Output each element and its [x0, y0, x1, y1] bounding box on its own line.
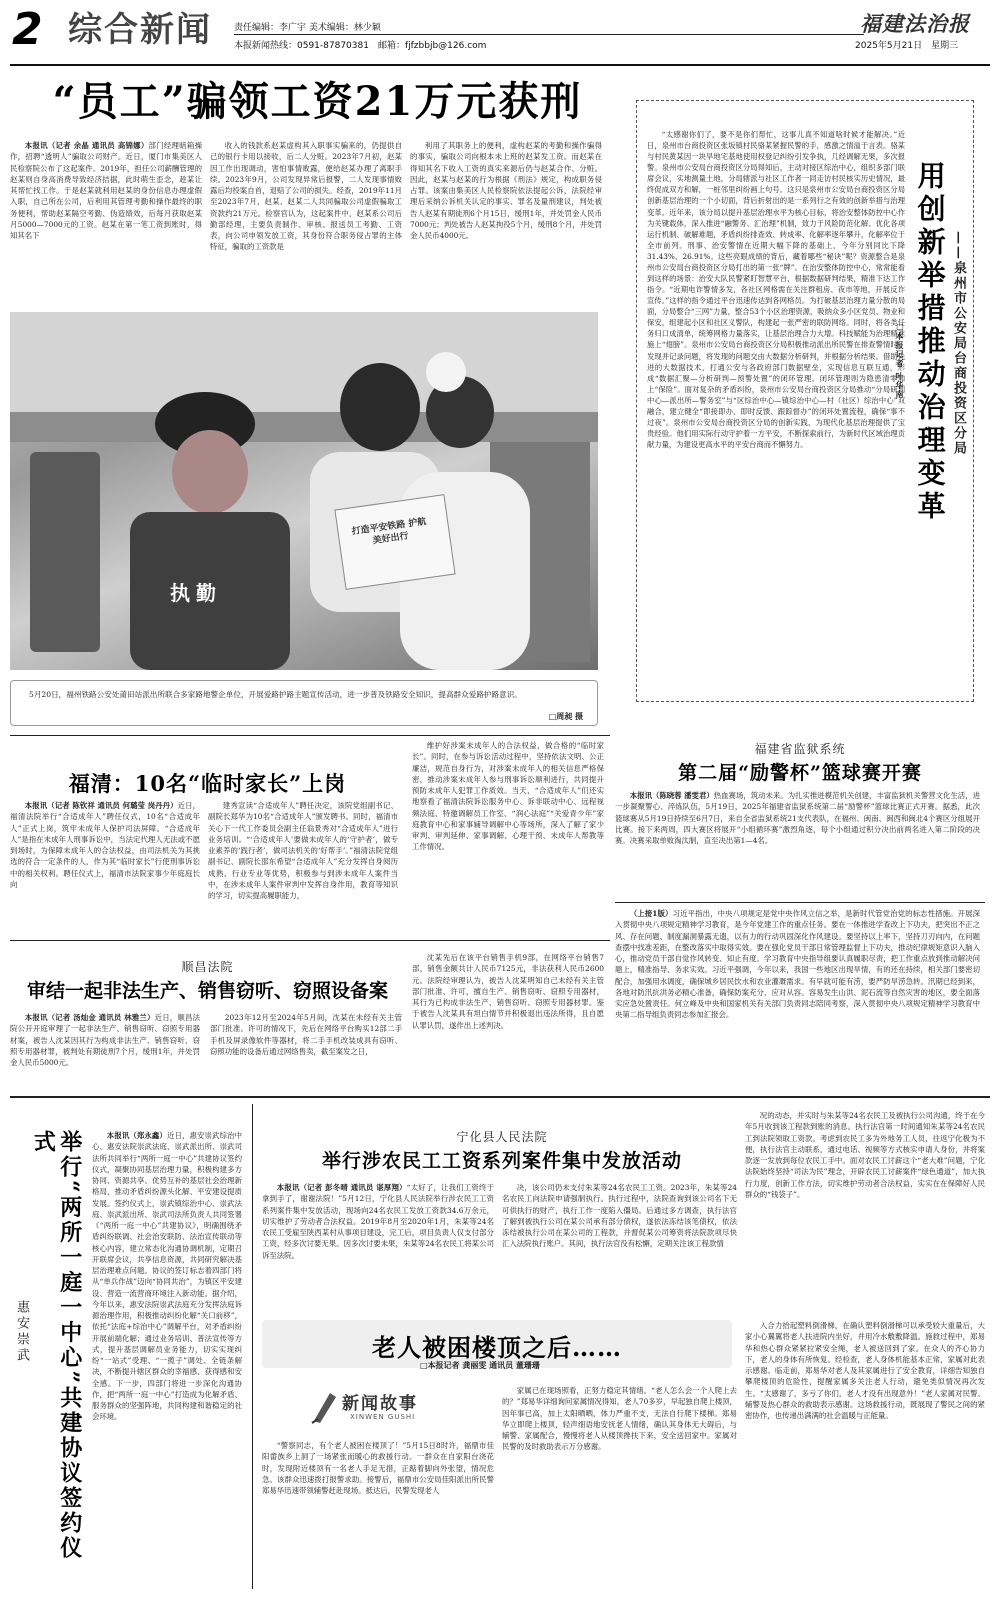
news-story-logo	[310, 1385, 470, 1433]
huian-subtitle: 惠安崇武	[14, 1300, 29, 1364]
photo-credit: □周昶 摄	[548, 711, 583, 721]
rooftop-text-2: 家属已在现场照看，正努力稳定其情绪。“老人怎么会一个人爬上去的？”郑易华详细询问家属情况得知，老人70多岁，早起独自爬上楼顶，因年事已高，加上太阳晒晒，体力严重不支，无法自行爬下楼梯。郑易华立即爬上楼顶，轻声细语地安抚老人情绪，确认其身体无大碍后，与辅警、家属配合，慢慢将老人从楼顶搀扶下来，安全送回家中。家属对民警的及时救助表示万分感谢。	[502, 1386, 737, 1452]
quanzhou-body	[647, 129, 905, 689]
huian-byline: 本报讯（郑永鑫）	[106, 1131, 167, 1140]
lead-col-3	[410, 140, 602, 300]
lead-text-3: 利用了其职务上的便利，虚构赵某的考勤和操作骗得的事实，骗取公司向根本未上班的赵某发工资。而赵某在得知其名下收入工资的真实来源后仍与赵某合作、分赃。因此，赵某与赵某的行为根据《刑法》规定，构成职务侵占罪。该案由集美区人民检察院依法提起公诉，法院经审理后采纳公诉机关认定的事实、罪名及量刑建议，判处被告人赵某有期徒刑6个月15日，缓刑1年，并处罚金人民币7000元；判处被告人赵某拘役5个月，缓刑8个月，并处罚金人民币4000元。	[410, 141, 602, 240]
quanzhou-headline: 用创新举措推动治理变革	[913, 161, 947, 524]
jingjing-text: 热血赛场，筑动未来。为扎实推进模范机关创建，丰富监狱机关警营文化生活，进一步凝聚警心、淬炼队伍，5月19日，2025年福建省监狱系统第二届“励警杯”篮球比赛正式开赛。据悉，此次篮球赛从5月19日持续至6月7日，来自全省监狱系统21支代表队，在福州、闽南、闽西和闽北4个赛区分组展开比赛。接下来两周，四大赛区将展开“小组循环赛”激烈角逐，每个小组通过积分决出前两名进入第二阶段的决赛。决赛采取单败淘汰制，直至决出第1—4名。	[615, 791, 980, 845]
issue-date: 2025年5月21日 星期三	[855, 41, 959, 51]
ninghua-col-2	[502, 1182, 737, 1312]
shunchang-col-1	[10, 1012, 200, 1090]
huian-text: 近日，惠安崇武综治中心、惠安法院崇武法庭、崇武派出所、崇武司法所共同举行“两所一庭一中心”共建协议签约仪式，凝聚协同基层治理力量，积极构建多方协同、资源共享、优势互补的基层社会治理新格局，推动矛盾纠纷源头化解、平安建设提质发展。签约仪式上，崇武镇综治中心、崇武法庭、崇武派出所、崇武司法所负责人共同签署《“两所一庭一中心”共建协议》，明确围绕矛盾纠纷联调、社会治安联防、法治宣传联动等核心内容，建立常态化沟通协调机制，定期召开联席会议，共享信息资源，共同研究解决基层治理难点问题。协议的签订标志着四部门将从“单兵作战”迈向“协同共治”，为镇区平安建设、营造一流营商环境注入新动能。据介绍，今年以来，惠安法院崇武法庭充分发挥法庭诉源治理作用，积极推动纠纷化解“关口前移”，依托“法庭+综治中心”调解平台，对矛盾纠纷开展前端化解；通过业务培训、普法宣传等方式，提升基层调解员业务能力，切实实现纠纷“一站式”受理、“一揽子”调处、全链条解决，不断提升辖区群众的幸福感、获得感和安全感。下一步，四部门将进一步深化沟通协作，把“两所一庭一中心”打造成为化解矛盾、服务群众的坚强阵地，共同构建和谐稳定的社会环境。	[92, 1131, 242, 1422]
ninghua-text-1: “太好了，让我们工资终于拿到手了，谢谢法院！”5月12日，宁化县人民法院举行涉农民工工资系列案件集中发放活动，现场向24名农民工发放工资款34.6万余元，切实维护了劳动者合法权益。2019年8月至2020年1月，朱某等24名农民工受雇至陕西某村从事项目建设，完工后，项目负责人仅支付部分工资，经多次讨要无果。因多次讨要未果，朱某等24名农民工将某公司诉至法院。	[262, 1183, 494, 1260]
jingjing-byline: 本报讯（陈晓蓉 潘雯君）	[629, 791, 714, 800]
ninghua-text-2: 决，该公司仍未支付朱某等24名农民工工资。2023年，朱某等24名农民工向法院申请强制执行。执行过程中，法院查询到该公司名下无可供执行的财产，执行工作一度陷入僵局。后通过多方调查，执行法官了解到被执行公司在某公司承有部分债权，遂依法冻结该笔债权，依法冻结被执行公司在某公司的工程款，并督促某公司筹资将法院款项尽快汇入法院执行账户。其间，执行法官没有松懈，定期关注该工程款情	[502, 1183, 737, 1249]
masthead-logo: 福建法治报	[860, 11, 970, 36]
page-number: 2	[12, 4, 43, 55]
jingjing-body	[615, 790, 980, 900]
rooftop-text-3: 入合力抬起塑料倒滑梯，在确认塑料倒滑梯可以承受较大重量后，大家小心翼翼将老人扶进院内坐好，并用冷水敷敷降温。施救过程中，郑易华和热心群众紧紧拉紧安全绳，老人被送回到了家。在众人的齐心协力下，老人的身体有所恢复。经检查，老人身体机能基本正常，家属对此表示感谢。临走前，郑易华对老人及其家属进行了安全教育，详细告知独自攀爬楼顶的危险性，提醒家属多关注老人行动，避免类似情况再次发生。“太感谢了，多亏了你们，老人才没有出现意外！”老人家属对民警、辅警及热心群众的救助表示感谢。这场救援行动，既展现了警民之间的紧密协作，也传递出满满的社会温暖与正能量。	[745, 1321, 985, 1420]
shunchang-byline: 本报讯（记者 汤灿金 通讯员 林雅兰）	[24, 1013, 155, 1022]
quanzhou-text: “太感谢你们了，要不是你们帮忙，这事儿真不知道啥时候才能解决。”近日，泉州市台商投资区张坂镇村民骆某紧握民警的手，感激之情溢于言表。骆某与村民黄某因一块旱地宅基地使用权登记纠纷引发争执，几经调解无果，多次报警。泉州市公安局台商投资区分局得知后，主动对接区综治中心，组织多部门联席会议，实地测量土地，分局辖派与社区工作者一同走访村民核实历史情况，最终促成双方和解，一桩邻里纠纷画上句号。这只是泉州市公安局台商投资区分局创新基层治理的一个小切面，背后折射出的是一系列行之有效的创新举措与治理变革。近年来，该分局以提升基层治理水平为核心目标，将治安整体防控中心作为关键载体，深入推进“融警务、汇治理”机制，致力于风险防范化解、优化各项运行机制、破解难题，矛盾纠纷排查效、转成率、化解率逐年攀升，化解率位于全市前列。刑事、治安警情在近期大幅下降的基础上，今年分别同比下降31.43%、26.91%。这些亮眼成绩的背后，藏着哪些“秘诀”呢？资源整合是泉州市公安局台商投资区分局打出的第一张“牌”。在治安整体防控中心，常常能看到这样的场景：治安大队民警紧盯智慧平台，根据数据研判结果，精准下达工作指令。“近期电诈警情多发，各社区网格需在关注群租房、夜市等地，开展反诈宣传。”这样的指令通过平台迅速传达到各网格员。为打破基层治理力量分散的局面，分局整合“三网”力量，整合53个小区治理资源，吸纳众多小区党员、物业和保安，组建起小区和社区义警队，构建起一张严密的联防网络。同时，将各类任务归口成清单，统筹网格力量落实，让基层治理合力大增。科技赋能为治理精准施上“翅膀”。泉州市公安局台商投资区分局积极推动派出所民警在排查警情时，发现并记录问题，将发现的问题交由大数据分析研判，并根据分析结果。借助先进的大数据技术，打通公安与各政府部门数据壁垒，实现信息互联互通，形成“数据汇聚—分析研判—预警处置”的闭环管理。闭环管理则为隐患清零加上“保险”。面对复杂的矛盾纠纷，泉州市公安局台商投资区分局推动“分局研判中心—派出所—警务室”与“区综治中心—镇综治中心—村（社区）综治中心”双融合，建立健全“即接即办、即时反馈、跟踪督办”的闭环处置流程，确保“事不过夜”。泉州市公安局台商投资区分局的创新实践，为现代化基层治理提供了宝贵经验。他们用实际行动守护着一方平安，不断探索前行，为新时代区域治理贡献力量，为建设更高水平的平安台商而不懈努力。	[647, 130, 905, 450]
quanzhou-reporter: □本报记者 叶华南	[895, 321, 905, 399]
ninghua-byline: 本报讯（记者 彭冬晴 通讯员 谌厚翔）	[276, 1183, 407, 1192]
ninghua-col-1	[262, 1182, 494, 1312]
shunchang-col-2	[210, 1012, 402, 1090]
photo-illustration	[10, 312, 598, 670]
rooftop-headline: 老人被困楼顶之后……	[372, 1333, 622, 1362]
shunchang-text-2: 2023年12月至2024年5月间，沈某在未经有关主管部门批准、许可的情况下，先后在网络平台购买12部二手手机及屏录像软件等器材，将二手手机改装成具有窃听、窃照功能的设备后通过网络售卖，截至案发之日，	[210, 1013, 402, 1056]
fuqing-col-1	[10, 800, 200, 930]
news-photo	[10, 312, 598, 670]
news-hotline: 本报新闻热线：0591-87870381 邮箱：fjfzbbjb@126.com	[234, 41, 487, 51]
lead-col-2	[210, 140, 402, 300]
logo-subtitle: XINWEN GUSHI	[350, 1413, 416, 1421]
rooftop-reporter: □本报记者 龚丽雯 通讯员 董珊珊	[420, 1360, 540, 1370]
continued-label: （上接1版）	[629, 909, 673, 918]
rooftop-text-1: “警察同志，有个老人被困在楼顶了！”5月15日8时许，福鼎市佳阳畲族乡上洞了一场紧张而暖心的救援行动。一群众在自家阳台浇花时，发现附近楼顶有一名老人手足无措，正踮着脚向外张望，情况危急。该群众迅速拨打报警求助。接警后，福鼎市公安局佳阳派出所民警郑易华迅速带领辅警赶赴现场。抵达后，民警发现老人	[262, 1441, 494, 1495]
photo-caption: 5月20日，福州铁路公安处莆田站派出所联合多家路地警企单位，开展爱路护路主题宣传活动，进一步普及铁路安全知识，提高群众爱路护路意识。	[29, 690, 522, 699]
rooftop-col-2	[502, 1385, 737, 1585]
lead-text-1: 部门经理暗箱操作，招聘“透明人”骗取公司财产。近日，厦门市集美区人民检察院公布了这起案件。2019年，担任公司薪酬管理的赵某则自身高消费导致经济拮据，此时萌生歪念，趁某让其帮忙找工作。于是赵某就利用赵某的身份信息办理虚假入职，自己所在公司，后利用其管理考勤和操作最终的职务便利，帮助赵某隔空考勤、伪造绩效，后每月获取赵某月5000—7000元的工资。赵某在第一笔工资到账时，得知其名下	[10, 141, 202, 240]
ninghua-pretitle: 宁化县人民法院	[456, 1130, 548, 1144]
shunchang-col-3	[412, 952, 604, 1090]
ninghua-col-3	[745, 1110, 985, 1310]
photo-badge-label: 执勤	[170, 581, 222, 605]
logo-title: 新闻故事	[342, 1394, 418, 1414]
fuqing-text-3: 维护好涉案未成年人的合法权益，做合格的“临时家长”。同时，在参与诉讼活动过程中，坚持依法文明、公正廉洁，规范自身行为，对涉案未成年人的相关信息严格保密，推动涉案未成年人参与刑事诉讼顺利进行，共同提升预防未成年人犯罪工作质效。当天，“合适成年人”们还实地察看了福清法院诉讼服务中心、诉非联动中心、远程视频法庭、特邀调解员工作室、“润心法庭”“关爱青少年”家庭教育中心和家事辅导调解中心等场所，深入了解了家少审判、审判延伸、家事调解、心理干预、未成年人帮教等工作情况。	[412, 741, 604, 852]
huian-body	[92, 1130, 242, 1580]
continued-text: 习近平指出，中央八项规定是党中央作风立信之举，是新时代管党治党的标志性措施。开展深入贯彻中央八项规定精神学习教育，是今年党建工作的重点任务。要在一体推进学查改上下功夫，把突出不正之风、存在问题、制度漏洞暴露无遗，以有力的行动巩固深化作风建设。要坚持以上率下，坚持刀刃向内，在问题查摆中找准差距，在整改落实中取得实效。要在强化党员干部日常管理监督上下功夫，推动纪律规矩意识入脑入心，推动党员干部自觉作风转变、知止有度。学习教育中央指导组要认真履职尽责，把工作重点放到推动解决问题上，精准指导、务求实效。习近平强调，今年以来，我国一些地区出现旱情，有的还在持续，相关部门要密切配合，加强用水调度，确保城乡居民饮水和农业灌溉需求。有早就可能有涝，要严防旱涝急转。汛期已经到来，各地对防汛抗洪务必精心准备，确保防案充分、应对从容。容易发生山洪、泥石流等自然灾害的地区，要全面落实应急处置责任。何立峰及中央和国家机关有关部门负责同志陪同考察，深入贯彻中央八项规定精神学习教育中央第二指导组负责同志参加汇报会。	[615, 909, 980, 1020]
ninghua-headline: 举行涉农民工工资系列案件集中发放活动	[321, 1150, 682, 1172]
fuqing-text-1: 近日，福清法院举行“合适成年人”聘任仪式，10名“合适成年人”正式上岗，筑牢未成年人保护司法屏障。“合适成年人”是指在未成年人刑事诉讼中，当法定代理人无法或不愿到场时，为保障未成年人的合法权益，由司法机关为其挑选的符合一定条件的人，作为其“临时家长”行使刑事诉讼中的相关权利。聘任仪式上，福清市法院家事少年庭庭长向	[10, 801, 200, 889]
huian-headline: 举行“两所一庭一中心”共建协议签约仪式	[30, 1130, 83, 1562]
rooftop-col-3	[745, 1320, 985, 1585]
fuqing-col-2	[208, 800, 398, 930]
section-title: 综合新闻	[68, 10, 212, 50]
lead-col-1	[10, 140, 202, 300]
lead-byline: 本报讯（记者 余晶 通讯员 高锦娜）	[24, 141, 149, 150]
ninghua-text-3: 况的动态，并实时与朱某等24名农民工及被执行公司沟通，终于在今年5月收到该工程款到账的消息。执行法官第一时间通知朱某等24名农民工到法院领取工资款。考虑到农民工多为外地务工人员，往返宁化极为不便，执行法官主动联系，通过电话、视频等方式核实申请人身份，并将案款逐一发放到每位农民工手中。面对农民工讨薪这个“老大难”问题，宁化法院始终坚持“司法为民”理念，开辟农民工讨薪案件“绿色通道”，加大执行力度，创新工作方法，切实维护劳动者合法权益，实实在在保障好人民群众的“钱袋子”。	[745, 1111, 985, 1199]
photo-sign-text: 打造平安铁路 护航美好出行	[351, 516, 427, 547]
quanzhou-box	[636, 100, 974, 702]
jingjing-headline: 第二届“励警杯”篮球赛开赛	[678, 762, 922, 784]
editors: 责任编辑：李广宇 美术编辑：林少颖	[234, 23, 381, 33]
fuqing-col-3	[412, 740, 604, 930]
page-header	[0, 0, 1000, 68]
lead-headline: “员工”骗领工资21万元获刑	[52, 78, 583, 125]
fuqing-text-2: 建秀宣读“合适成年人”聘任决定，该院党组副书记、副院长郑华为10名“合适成年人”颁发聘书。同时，福清市关心下一代工作委员会副主任翁景秀对“合适成年人”进行业务培训。“‘合适成年人’要做未成年人的‘守护者’，做专业素养的‘践行者’，做司法机关的‘好帮手’。”福清法院党组副书记、副院长邵东希望“合适成年人”充分发挥自身阅历成熟、行业专业等优势，积极参与到涉未成年人案件当中，在涉未成年人案件审判中发挥自身作用，教育等知识的学习，切实提高履职能力，	[208, 801, 398, 900]
continued-body	[615, 908, 980, 1086]
shunchang-text-3: 沈某先后在该平台销售手机9部，在网络平台销售7部，销售金额共计人民币7125元，非法获利人民币2600元。法院经审理认为，被告人沈某明知自己未经有关主管部门批准、许可，擅自生产、销售窃听、窃照专用器材，其行为已构成非法生产、销售窃听、窃照专用器材罪。鉴于被告人沈某具有坦白情节并积极退出违法所得，且自愿认罪认罚，遂作出上述判决。	[412, 953, 604, 1030]
photo-caption-box	[10, 680, 598, 726]
shunchang-pretitle: 顺昌法院	[181, 960, 234, 974]
lead-text-2: 收入的钱款系赵某虚构其入职事实骗来的，仍提供自己的银行卡用以接收，后二人分赃。2023年7月初，赵某因工作出现调动，害怕事情败露，便给赵某办理了离职手续。2023年9月，公司发现异常后报警，二人发现事情败露后均投案自首，退赔了公司的损失。经查，2019年11月至2023年7月，赵某、赵某二人共同骗取公司虚假骗取工资款约21万元。检察官认为，这起案件中，赵某系公司后勤部经理，主要负责制作、审核、报送员工考勤、工资表，向公司申领发放工资，其身份符合职务侵占罪的主体特征，骗取的工资款是	[210, 141, 402, 252]
fuqing-headline: 福清：10名“临时家长”上岗	[68, 771, 347, 796]
fuqing-byline: 本报讯（记者 陈钦祥 通讯员 何璐莹 岗丹丹）	[24, 801, 178, 810]
quanzhou-subhead: ——泉州市公安局台商投资区分局	[951, 231, 966, 456]
jingjing-pretitle: 福建省监狱系统	[754, 742, 846, 756]
shunchang-headline: 审结一起非法生产、销售窃听、窃照设备案	[26, 980, 388, 1002]
quill-icon	[310, 1389, 340, 1425]
shunchang-text-1: 近日，顺昌法院公开开庭审理了一起非法生产、销售窃听、窃照专用器材案，被告人沈某因其行为构成非法生产、销售窃听、窃照专用器材罪，被判处有期徒刑7个月，缓刑1年，并处罚金人民币5000元。	[10, 1013, 200, 1067]
rooftop-col-1	[262, 1440, 494, 1585]
